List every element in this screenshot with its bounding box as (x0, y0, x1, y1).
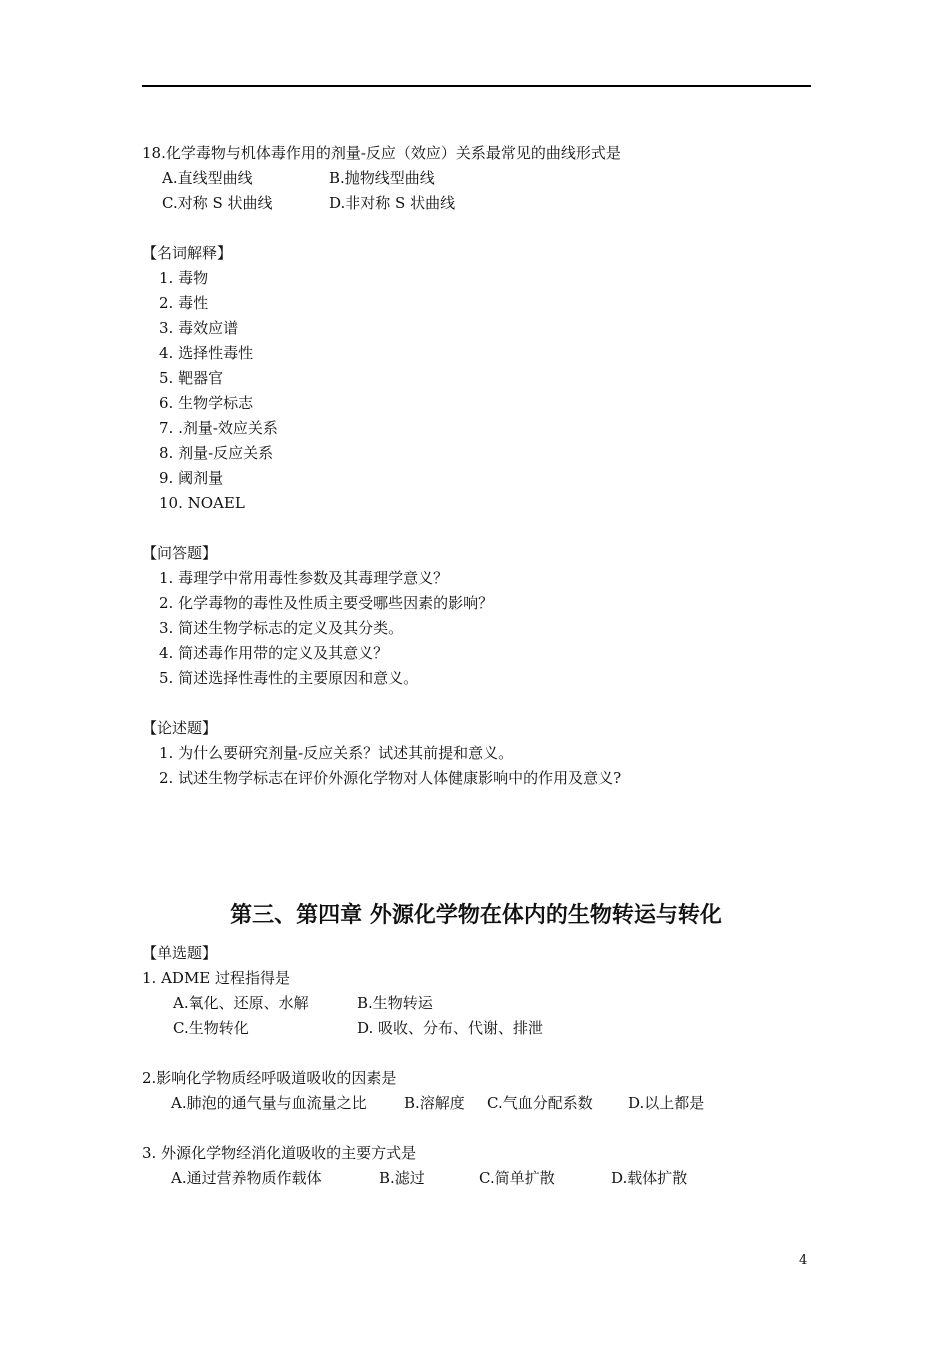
single-choice-heading: 【单选题】 (142, 944, 218, 962)
qa-item: 2. 化学毒物的毒性及性质主要受哪些因素的影响？ (159, 594, 494, 612)
term-item: 7. .剂量-效应关系 (159, 419, 278, 437)
term-item: 6. 生物学标志 (159, 394, 254, 412)
q2-option-d: D.以上都是 (628, 1094, 705, 1112)
term-item: 5. 靶器官 (159, 369, 224, 387)
term-item: 4. 选择性毒性 (159, 344, 254, 362)
q2-option-c: C.气血分配系数 (487, 1094, 593, 1112)
essay-item: 1. 为什么要研究剂量-反应关系？试述其前提和意义。 (159, 744, 514, 762)
page-number: 4 (799, 1253, 808, 1268)
q1-stem: 1. ADME 过程指得是 (142, 969, 291, 987)
essay-item: 2. 试述生物学标志在评价外源化学物对人体健康影响中的作用及意义? (159, 769, 622, 787)
term-item: 3. 毒效应谱 (159, 319, 239, 337)
q1-option-d: D. 吸收、分布、代谢、排泄 (357, 1019, 544, 1037)
q18-stem: 18.化学毒物与机体毒作用的剂量-反应（效应）关系最常见的曲线形式是 (142, 144, 621, 162)
q3-option-d: D.载体扩散 (611, 1169, 688, 1187)
qa-item: 3. 简述生物学标志的定义及其分类。 (159, 619, 404, 637)
term-item: 1. 毒物 (159, 269, 209, 287)
q2-option-b: B.溶解度 (404, 1094, 465, 1112)
q1-option-a: A.氧化、还原、水解 (173, 994, 309, 1012)
q3-option-c: C.简单扩散 (479, 1169, 555, 1187)
q1-option-c: C.生物转化 (173, 1019, 249, 1037)
term-item: 2. 毒性 (159, 294, 209, 312)
term-item: 8. 剂量-反应关系 (159, 444, 274, 462)
term-item: 10. NOAEL (159, 494, 245, 512)
header-rule (142, 85, 811, 87)
qa-item: 5. 简述选择性毒性的主要原因和意义。 (159, 669, 419, 687)
q2-stem: 2.影响化学物质经呼吸道吸收的因素是 (142, 1069, 397, 1087)
qa-heading: 【问答题】 (142, 544, 218, 562)
q18-option-c: C.对称 S 状曲线 (162, 194, 273, 212)
q18-option-b: B.抛物线型曲线 (329, 169, 435, 187)
essay-heading: 【论述题】 (142, 719, 218, 737)
q3-option-b: B.滤过 (379, 1169, 425, 1187)
q18-option-d: D.非对称 S 状曲线 (329, 194, 456, 212)
q18-option-a: A.直线型曲线 (162, 169, 253, 187)
qa-item: 4. 简述毒作用带的定义及其意义？ (159, 644, 389, 662)
chapter-title: 第三、第四章 外源化学物在体内的生物转运与转化 (230, 902, 722, 928)
q3-option-a: A.通过营养物质作载体 (171, 1169, 322, 1187)
qa-item: 1. 毒理学中常用毒性参数及其毒理学意义？ (159, 569, 449, 587)
q3-stem: 3. 外源化学物经消化道吸收的主要方式是 (142, 1144, 417, 1162)
terms-heading: 【名词解释】 (142, 244, 233, 262)
q1-option-b: B.生物转运 (357, 994, 433, 1012)
q2-option-a: A.肺泡的通气量与血流量之比 (171, 1094, 367, 1112)
term-item: 9. 阈剂量 (159, 469, 224, 487)
